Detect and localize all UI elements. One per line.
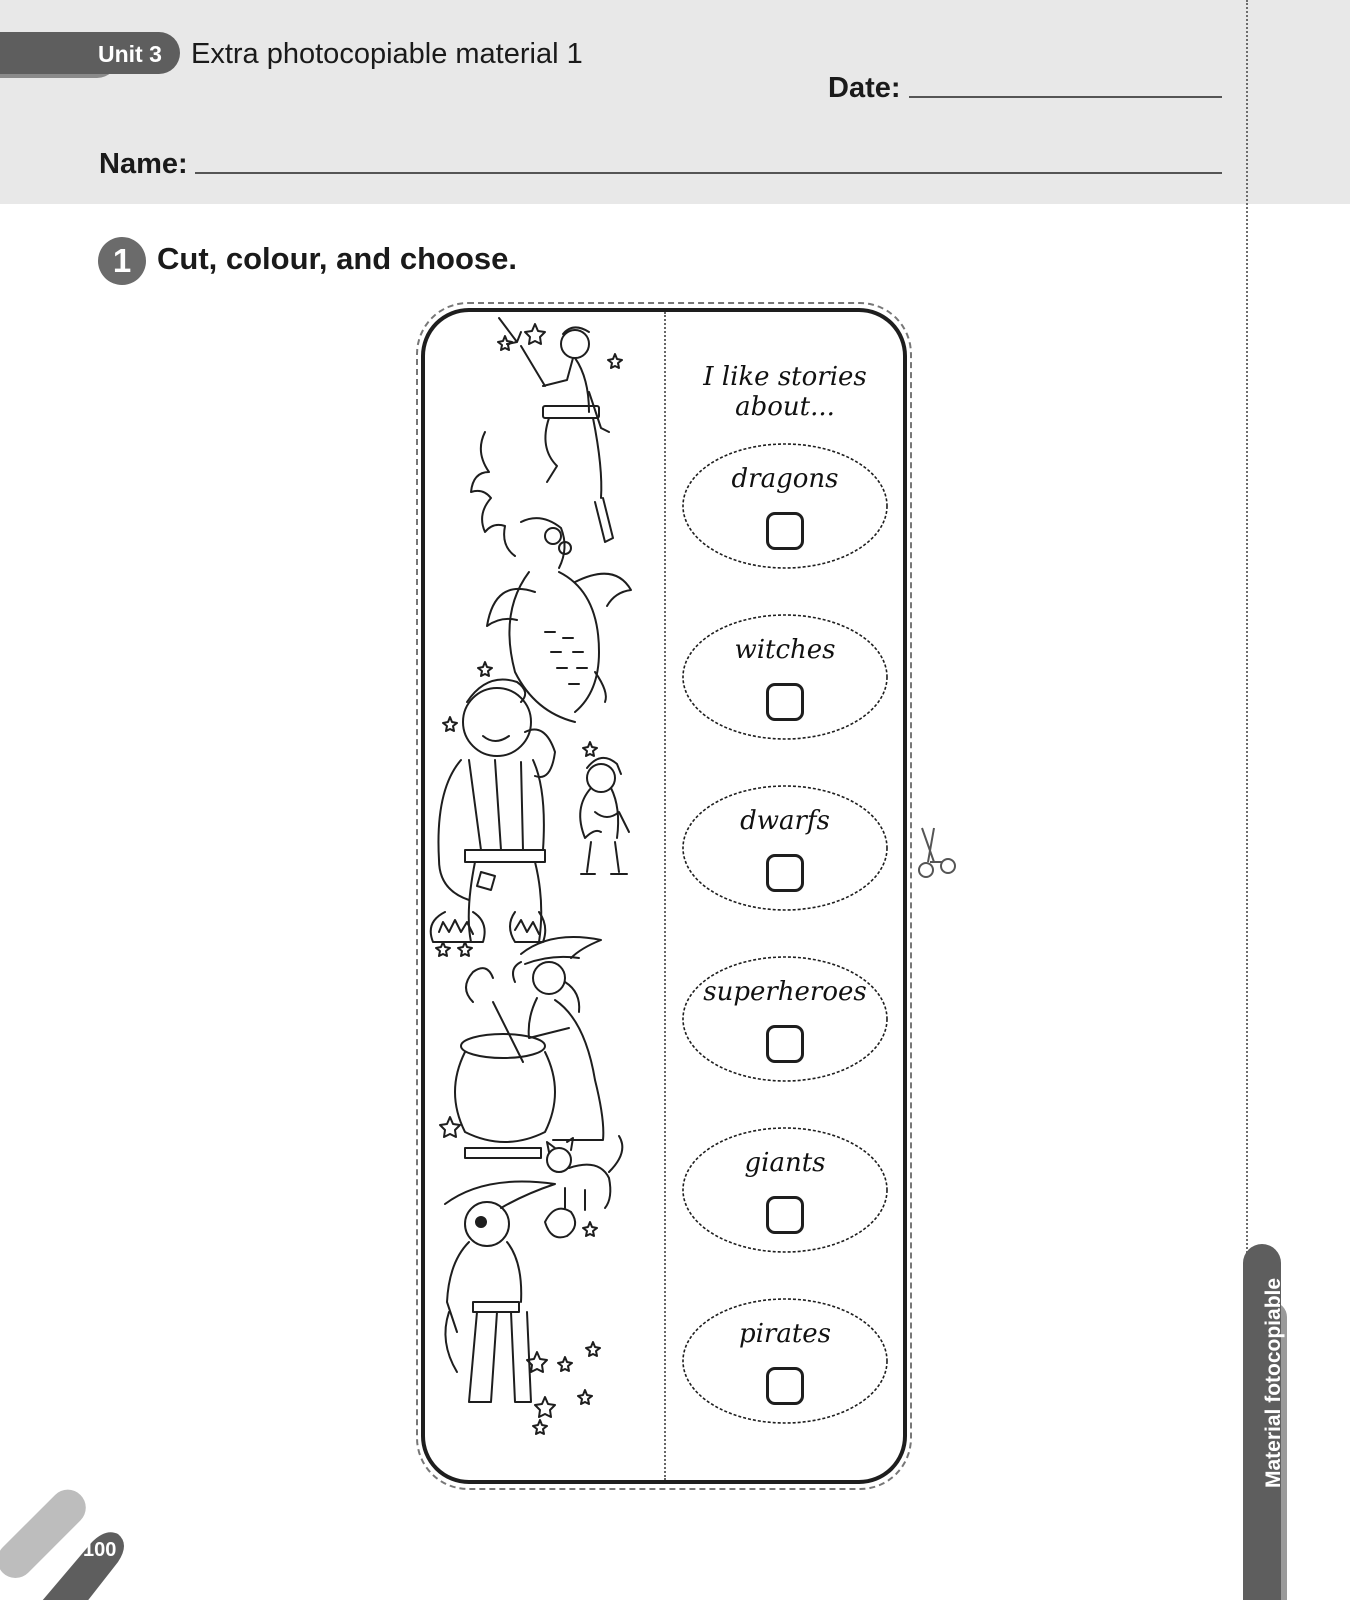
name-field[interactable]: [195, 172, 1222, 174]
checkbox-witches[interactable]: [766, 683, 804, 721]
choice-label: pirates: [738, 1319, 832, 1349]
checkbox-giants[interactable]: [766, 1196, 804, 1234]
oval-frame: [680, 953, 890, 1085]
choice-label: superheroes: [703, 977, 867, 1007]
oval-frame: [680, 782, 890, 914]
sheet-title: Extra photocopiable material 1: [191, 38, 583, 70]
step-number: 1: [98, 237, 146, 285]
checkbox-pirates[interactable]: [766, 1367, 804, 1405]
pirate-figure: [445, 1182, 575, 1403]
unit-label: Unit 3: [98, 41, 162, 67]
dwarf-figure: [580, 758, 629, 874]
checkbox-dragons[interactable]: [766, 512, 804, 550]
date-field[interactable]: [909, 96, 1222, 98]
page-number: 100: [83, 1539, 117, 1561]
checkbox-dwarfs[interactable]: [766, 854, 804, 892]
fantasy-characters-illustration: [425, 312, 662, 1480]
bookmark-prompt: I like stories about...: [703, 362, 867, 422]
choice-witches: [680, 611, 890, 743]
cat-figure: [547, 1136, 622, 1210]
scissors-icon: [912, 826, 962, 886]
choice-dragons: [680, 440, 890, 572]
oval-frame: [680, 1124, 890, 1256]
choice-giants: [680, 1124, 890, 1256]
choice-dwarfs: [680, 782, 890, 914]
date-label: Date:: [828, 72, 901, 104]
oval-frame: [680, 1295, 890, 1427]
name-label: Name:: [99, 148, 188, 180]
oval-frame: [680, 440, 890, 572]
checkbox-superheroes[interactable]: [766, 1025, 804, 1063]
choice-superheroes: [680, 953, 890, 1085]
superhero-figure: [499, 318, 613, 542]
choice-label: dwarfs: [740, 806, 830, 836]
stars-decoration: [436, 324, 622, 1434]
witch-figure: [493, 937, 603, 1140]
choice-label: dragons: [731, 464, 839, 494]
choice-pirates: [680, 1295, 890, 1427]
choice-label: giants: [744, 1148, 826, 1178]
card-fold-line: [664, 312, 666, 1480]
oval-frame: [680, 611, 890, 743]
activity-instruction: Cut, colour, and choose.: [157, 241, 517, 276]
choice-label: witches: [734, 635, 836, 665]
side-tab-label: Material fotocopiable: [1262, 1277, 1285, 1488]
